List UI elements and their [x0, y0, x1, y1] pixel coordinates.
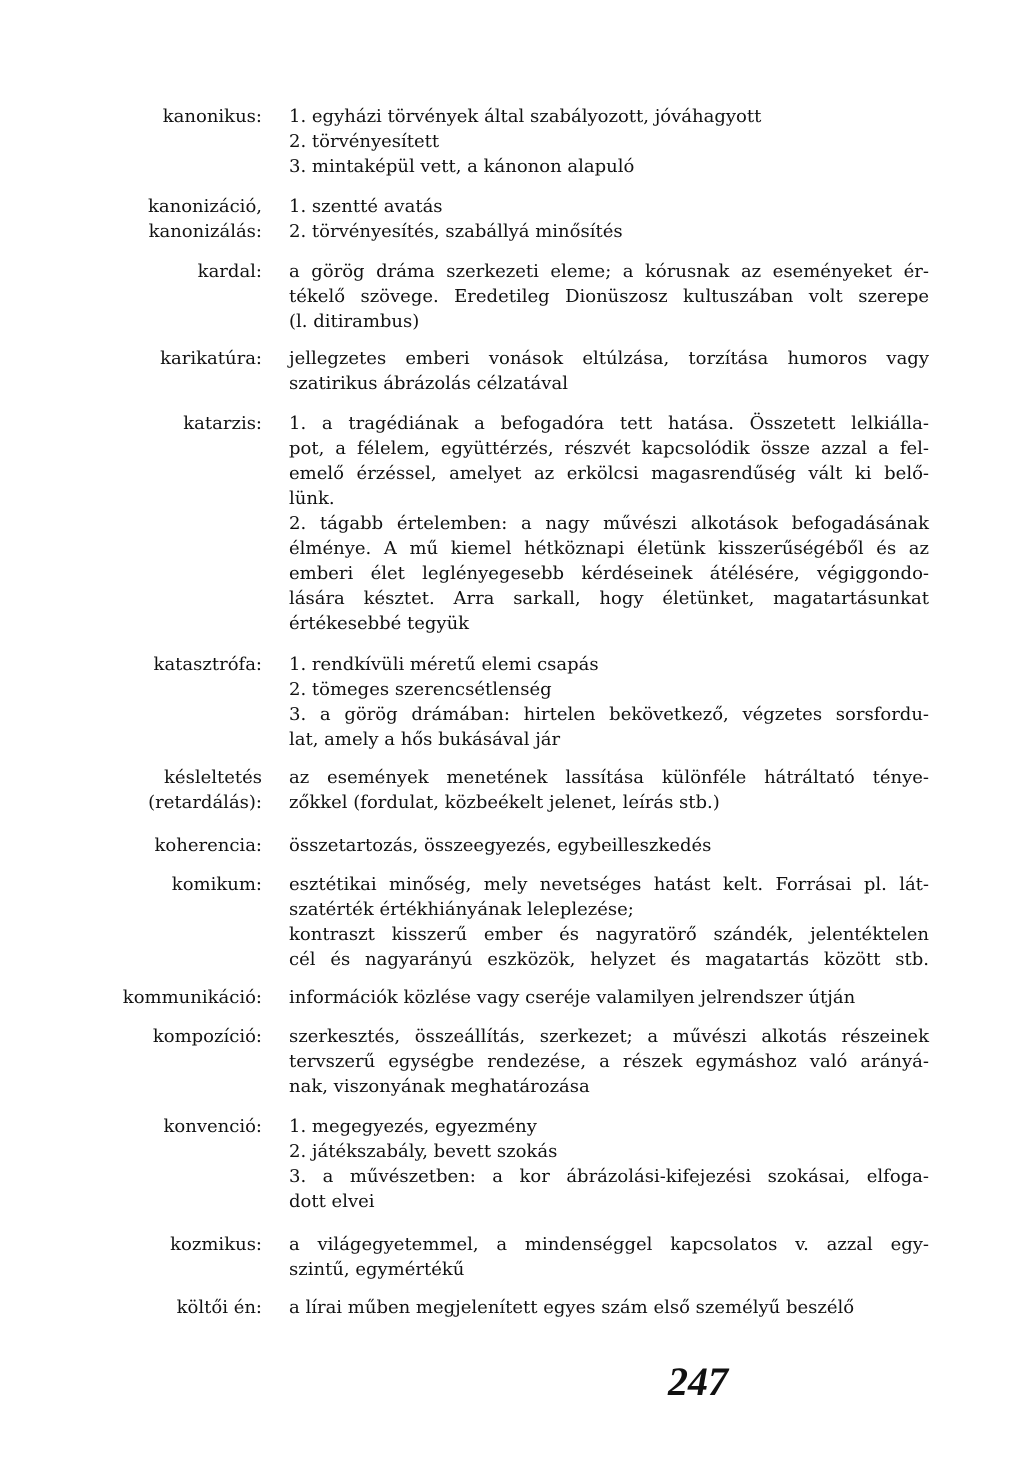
entry-term: kompozíció: — [152, 1026, 262, 1047]
entry-term: költői én: — [176, 1297, 262, 1318]
entry-term: kanonikus: — [162, 106, 262, 127]
entry-term: katarzis: — [183, 413, 262, 434]
entry-term: konvenció: — [163, 1116, 262, 1137]
entry-definition: összetartozás, összeegyezés, egybeilleszkedés — [289, 835, 712, 856]
entry-definition: 1. egyházi törvények által szabályozott, jóváhagyott 2. törvényesített 3. mintaképül vett, a kánonon alapuló — [289, 106, 762, 177]
entry-definition: a lírai műben megjelenített egyes szám első személyű beszélő — [289, 1297, 855, 1318]
entry-definition: 1. szentté avatás 2. törvényesítés, szabállyá minősítés — [289, 196, 623, 242]
entry-term: katasztrófa: — [153, 654, 262, 675]
entry-definition: jellegzetes emberi vonások eltúlzása, torzítása humoros vagy szatirikus ábrázolás célzatával — [289, 348, 929, 394]
page-number: 247 — [668, 1359, 728, 1404]
entry-definition: 1. megegyezés, egyezmény 2. játékszabály, bevett szokás 3. a művészetben: a kor ábrázolási-kifejezési szokásai, elfoga- dott elvei — [289, 1116, 929, 1212]
entry-term: késleltetés (retardálás): — [148, 767, 262, 813]
entry-term: kanonizáció, kanonizálás: — [147, 196, 262, 242]
entry-definition: szerkesztés, összeállítás, szerkezet; a művészi alkotás részeinek tervszerű egységbe rendezése, a részek egymáshoz való arányá- nak, viszonyának meghatározása — [289, 1026, 929, 1097]
entry-definition: információk közlése vagy cseréje valamilyen jelrendszer útján — [289, 987, 856, 1008]
entry-term: koherencia: — [154, 835, 262, 856]
entry-term: komikum: — [171, 874, 262, 895]
entry-definition: a világegyetemmel, a mindenséggel kapcsolatos v. azzal egy- szintű, egymértékű — [289, 1234, 929, 1280]
entry-definition: a görög dráma szerkezeti eleme; a kórusnak az eseményeket ér- tékelő szövege. Eredetileg Dionüszosz kultuszában volt szerepe (l. ditirambus) — [289, 261, 929, 332]
entry-definition: esztétikai minőség, mely nevetséges hatást kelt. Forrásai pl. lát- szatérték értékhiányának leleplezése; kontraszt kisszerű ember és nagyratörő szándék, jelentéktelen cél és nagyarányú eszközök, helyzet és magatartás között stb. — [289, 874, 929, 970]
entry-term: karikatúra: — [160, 348, 262, 369]
entry-definition: 1. a tragédiának a befogadóra tett hatása. Összetett lelkiálla- pot, a félelem, együttérzés, részvét kapcsolódik össze azzal a fel- emelő érzéssel, amelyet az erkölcsi magasrendűség vált ki belő- lünk. 2. tágabb értelemben: a nagy művészi alkotások befogadásának élménye. A mű kiemel hétköznapi életünk kisszerűségéből és az emberi élet leglényegesebb kérdéseinek átélésére, végiggondo- lására késztet. Arra sarkall, hogy életünket, magatartásunkat értékesebbé tegyük — [289, 413, 929, 634]
entry-definition: 1. rendkívüli méretű elemi csapás 2. tömeges szerencsétlenség 3. a görög drámában: hirtelen bekövetkező, végzetes sorsfordu- lat, amely a hős bukásával jár — [289, 654, 929, 750]
entry-definition: az események menetének lassítása különféle hátráltató ténye- zőkkel (fordulat, közbeékelt jelenet, leírás stb.) — [289, 767, 929, 813]
entry-term: kommunikáció: — [122, 987, 262, 1008]
entry-term: kozmikus: — [170, 1234, 262, 1255]
entry-term: kardal: — [197, 261, 262, 282]
